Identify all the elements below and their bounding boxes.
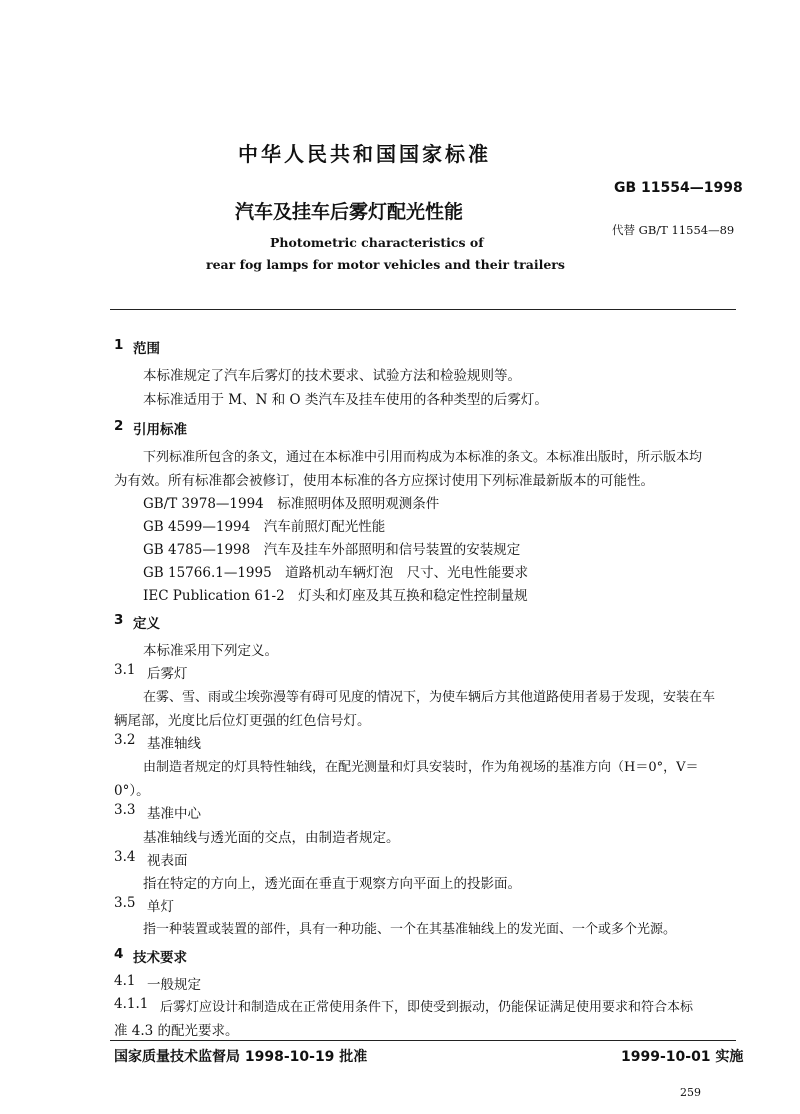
- english-title-line-1: Photometric characteristics of: [270, 235, 484, 250]
- page-number: 259: [680, 1086, 701, 1099]
- section-2-paragraph-line-1: 下列标准所包含的条文，通过在本标准中引用而构成为本标准的条文。本标准出版时，所示版本均: [143, 450, 703, 465]
- definition-3-1-text-line-1: 在雾、雪、雨或尘埃弥漫等有碍可见度的情况下，为使车辆后方其他道路使用者易于发现，安装在车: [143, 690, 716, 705]
- subsection-4-1-1-text-line-1: 后雾灯应设计和制造成在正常使用条件下，即使受到振动，仍能保证满足使用要求和符合本标: [160, 1000, 694, 1015]
- section-2-paragraph-line-2: 为有效。所有标准都会被修订，使用本标准的各方应探讨使用下列标准最新版本的可能性。: [114, 473, 654, 489]
- definition-3-3-text: 基准轴线与透光面的交点，由制造者规定。: [143, 830, 400, 846]
- definition-3-4-number: 3.4: [114, 849, 136, 865]
- section-1-number: 1: [114, 337, 124, 353]
- english-title-line-2: rear fog lamps for motor vehicles and their trailers: [206, 257, 565, 272]
- reference-item: IEC Publication 61-2 灯头和灯座及其互换和稳定性控制量规: [143, 588, 528, 604]
- subsection-4-1-number: 4.1: [114, 973, 136, 989]
- definition-3-2-number: 3.2: [114, 732, 136, 748]
- definition-3-3-title: 基准中心: [147, 806, 201, 822]
- definition-3-2-title: 基准轴线: [147, 736, 201, 752]
- replaces-note: 代替 GB/T 11554—89: [612, 223, 735, 237]
- standard-number: GB 11554—1998: [614, 180, 743, 196]
- definition-3-4-title: 视表面: [147, 853, 188, 869]
- definition-3-2-text-line-2: 0°）。: [114, 783, 150, 799]
- section-1-paragraph-1: 本标准规定了汽车后雾灯的技术要求、试验方法和检验规则等。: [143, 368, 521, 384]
- subsection-4-1-title: 一般规定: [147, 977, 201, 993]
- definition-3-1-text-line-2: 辆尾部，光度比后位灯更强的红色信号灯。: [114, 713, 371, 729]
- reference-item: GB 15766.1—1995 道路机动车辆灯泡 尺寸、光电性能要求: [143, 565, 529, 581]
- subsection-4-1-1-number: 4.1.1: [114, 996, 149, 1012]
- header-divider: [110, 309, 736, 310]
- reference-item: GB 4599—1994 汽车前照灯配光性能: [143, 519, 386, 535]
- document-title: 汽车及挂车后雾灯配光性能: [235, 201, 464, 223]
- definition-3-1-title: 后雾灯: [147, 666, 188, 682]
- section-3-intro: 本标准采用下列定义。: [143, 643, 278, 659]
- section-3-title: 定义: [133, 616, 160, 632]
- definition-3-4-text: 指在特定的方向上，透光面在垂直于观察方向平面上的投影面。: [143, 876, 521, 892]
- approval-line: 国家质量技术监督局 1998-10-19 批准: [114, 1049, 368, 1065]
- definition-3-1-number: 3.1: [114, 662, 136, 678]
- section-2-number: 2: [114, 418, 124, 434]
- definition-3-5-text: 指一种装置或装置的部件，具有一种功能、一个在其基准轴线上的发光面、一个或多个光源。: [143, 922, 677, 937]
- section-3-number: 3: [114, 612, 124, 628]
- section-1-title: 范围: [133, 341, 160, 357]
- definition-3-2-text-line-1: 由制造者规定的灯具特性轴线，在配光测量和灯具安装时，作为角视场的基准方向（H＝0°，V＝: [143, 760, 699, 775]
- national-standard-title: 中华人民共和国国家标准: [238, 142, 491, 166]
- implementation-date: 1999-10-01 实施: [621, 1049, 744, 1065]
- section-1-paragraph-2: 本标准适用于 M、N 和 O 类汽车及挂车使用的各种类型的后雾灯。: [143, 392, 548, 408]
- reference-item: GB/T 3978—1994 标准照明体及照明观测条件: [143, 496, 440, 512]
- section-4-title: 技术要求: [133, 950, 187, 966]
- definition-3-3-number: 3.3: [114, 802, 136, 818]
- subsection-4-1-1-text-line-2: 准 4.3 的配光要求。: [114, 1023, 239, 1039]
- definition-3-5-number: 3.5: [114, 895, 136, 911]
- section-2-title: 引用标准: [133, 422, 187, 438]
- definition-3-5-title: 单灯: [147, 899, 174, 915]
- reference-item: GB 4785—1998 汽车及挂车外部照明和信号装置的安装规定: [143, 542, 521, 558]
- section-4-number: 4: [114, 946, 124, 962]
- footer-divider: [110, 1040, 736, 1041]
